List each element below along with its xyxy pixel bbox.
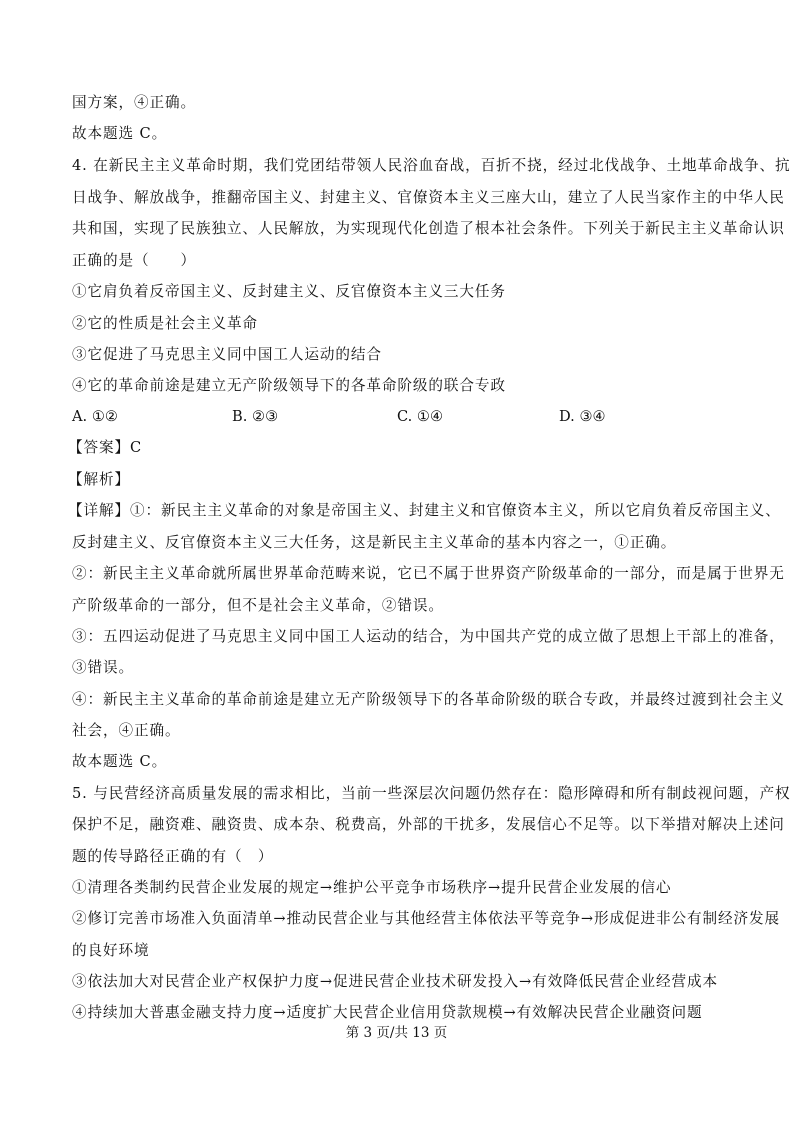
statement-4: ④持续加大普惠金融支持力度→适度扩大民营企业信用贷款规模→有效解决民营企业融资问题 bbox=[72, 1004, 703, 1021]
text-line: 国方案，④正确。 bbox=[72, 94, 196, 111]
detail-line: 【详解】①：新民主主义革命的对象是帝国主义、封建主义和官僚资本主义，所以它肩负着反帝国主义、 bbox=[68, 502, 781, 519]
detail-line: 产阶级革命的一部分，但不是社会主义革命，②错误。 bbox=[72, 597, 444, 614]
statement-2: ②它的性质是社会主义革命 bbox=[72, 315, 258, 332]
page-footer: 第 3 页/共 13 页 bbox=[345, 1025, 448, 1041]
question-5-stem: 保护不足，融资难、融资贵、成本杂、税费高，外部的干扰多，发展信心不足等。以下举措对解决上述问 bbox=[72, 816, 785, 833]
option-b: B. ②③ bbox=[232, 408, 279, 425]
statement-1: ①它肩负着反帝国主义、反封建主义、反官僚资本主义三大任务 bbox=[72, 283, 506, 300]
question-4-stem: 共和国，实现了民族独立、人民解放，为实现现代化创造了根本社会条件。下列关于新民主主义革命认识 bbox=[72, 220, 785, 237]
question-4-stem: 正确的是（ ） bbox=[72, 252, 196, 269]
statement-4: ④它的革命前途是建立无产阶级领导下的各革命阶级的联合专政 bbox=[72, 377, 506, 394]
text-line: 故本题选 C。 bbox=[72, 125, 168, 142]
statement-3: ③依法加大对民营企业产权保护力度→促进民营企业技术研发投入→有效降低民营企业经营成本 bbox=[72, 973, 719, 990]
question-4-stem: 日战争、解放战争，推翻帝国主义、封建主义、官僚资本主义三座大山，建立了人民当家作主的中华人民 bbox=[72, 189, 785, 206]
statement-2: 的良好环境 bbox=[72, 942, 150, 959]
detail-line: ③：五四运动促进了马克思主义同中国工人运动的结合，为中国共产党的成立做了思想上干部上的准备， bbox=[72, 628, 785, 645]
statement-3: ③它促进了马克思主义同中国工人运动的结合 bbox=[72, 346, 382, 363]
detail-line: 反封建主义、反官僚资本主义三大任务，这是新民主主义革命的基本内容之一，①正确。 bbox=[72, 534, 677, 551]
detail-line: ②：新民主主义革命就所属世界革命范畴来说，它已不属于世界资产阶级革命的一部分，而是属于世界无 bbox=[72, 565, 785, 582]
statement-1: ①清理各类制约民营企业发展的规定→维护公平竞争市场秩序→提升民营企业发展的信心 bbox=[72, 879, 672, 896]
analysis-label: 【解析】 bbox=[68, 471, 130, 488]
question-5-stem: 题的传导路径正确的有（ ） bbox=[72, 848, 274, 865]
option-c: C. ①④ bbox=[397, 408, 444, 425]
detail-line: ④：新民主主义革命的革命前途是建立无产阶级领导下的各革命阶级的联合专政，并最终过渡到社会主义 bbox=[72, 691, 785, 708]
option-a: A. ①② bbox=[72, 408, 118, 425]
conclusion-line: 故本题选 C。 bbox=[72, 753, 168, 770]
answer-label: 【答案】C bbox=[68, 439, 143, 456]
question-5-stem: 5. 与民营经济高质量发展的需求相比，当前一些深层次问题仍然存在：隐形障碍和所有制歧视问题，产权 bbox=[72, 785, 791, 802]
detail-line: 社会，④正确。 bbox=[72, 722, 181, 739]
question-4-stem: 4. 在新民主主义革命时期，我们党团结带领人民浴血奋战，百折不挠，经过北伐战争、土地革命战争、抗 bbox=[72, 157, 791, 174]
detail-line: ③错误。 bbox=[72, 659, 134, 676]
option-d: D. ③④ bbox=[559, 408, 606, 425]
statement-2: ②修订完善市场准入负面清单→推动民营企业与其他经营主体依法平等竞争→形成促进非公有制经济发展 bbox=[72, 910, 780, 927]
